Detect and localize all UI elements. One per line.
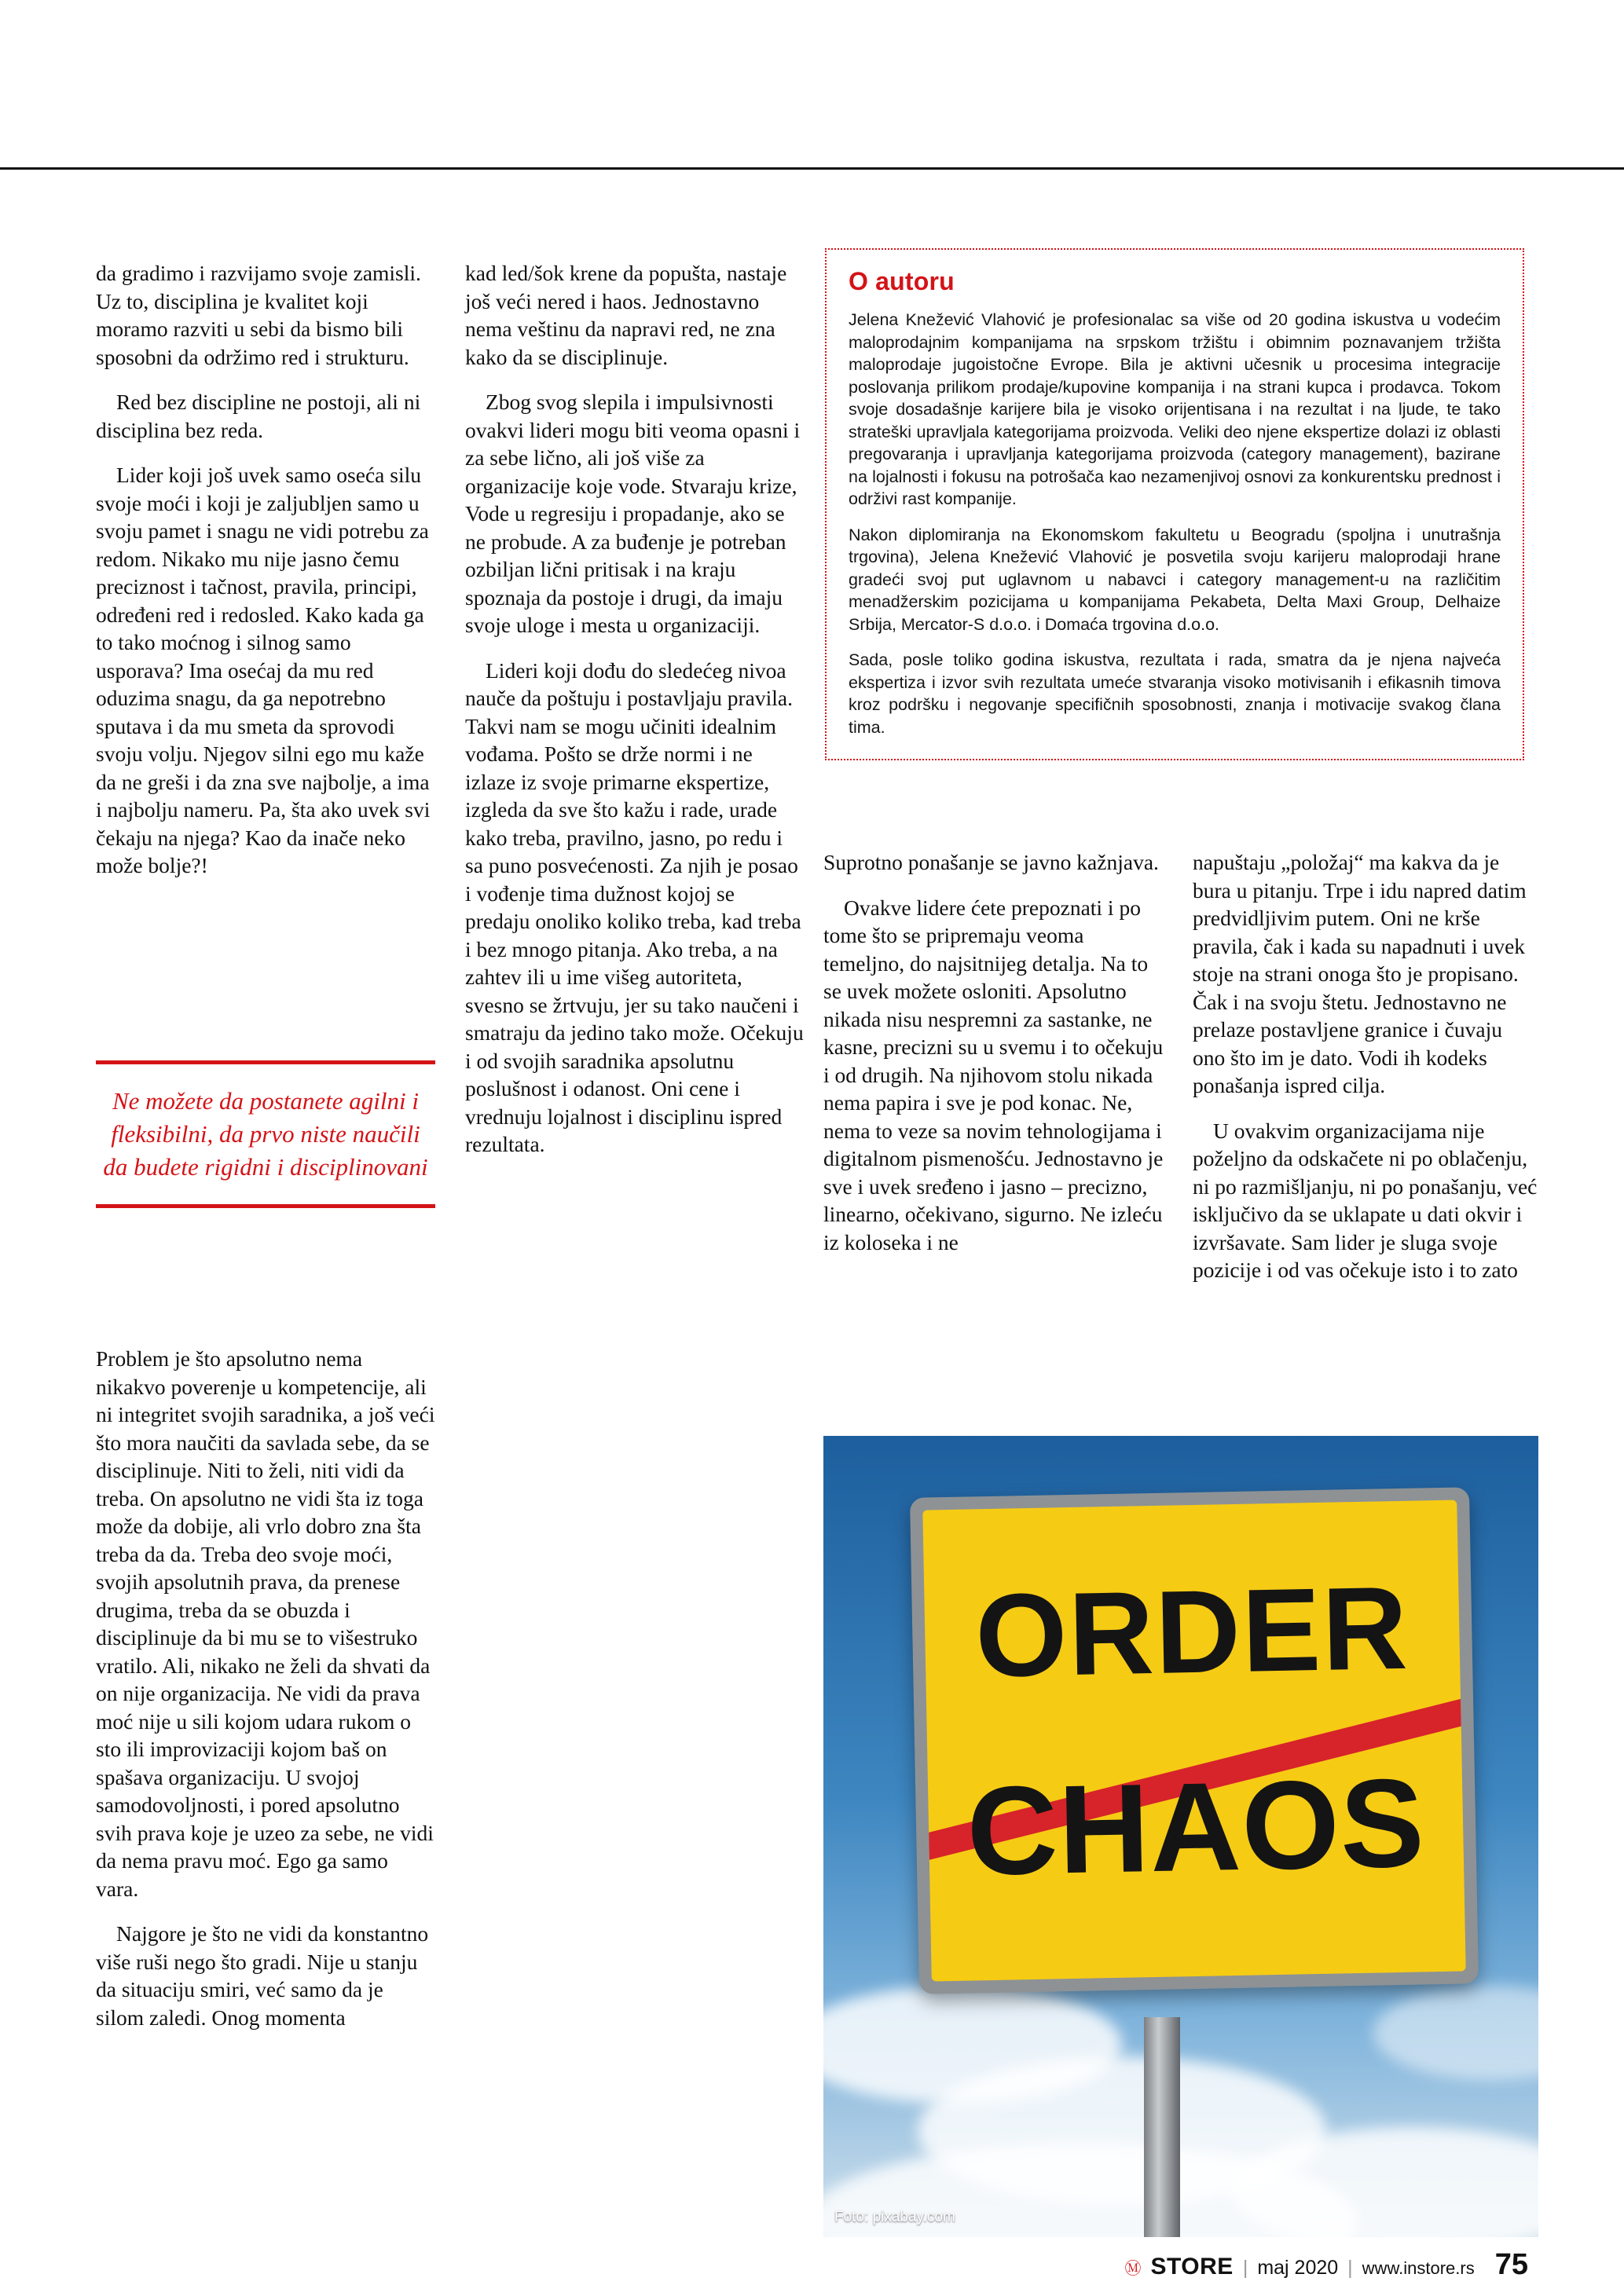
paragraph: U ovakvim organizacijama nije poželjno da odskačete ni po oblačenju, ni po razmišljanju, ni po ponašanju, već isključivo da se uklapate u dati okvir i izvršavate. Sam lider je sluga svoje pozicije i od vas očekuje isto i to zato — [1193, 1118, 1538, 1282]
paragraph: kad led/šok krene da popušta, nastaje još veći nered i haos. Jednostavno nema veštinu da napravi red, ne zna kako da se disciplinuje. — [465, 261, 787, 369]
footer-separator: | — [1242, 2257, 1248, 2279]
photo-credit: Foto: pixabay.com — [834, 2209, 955, 2225]
author-box-paragraph: Sada, posle toliko godina iskustva, rezultata i rada, smatra da je njena najveća ekspertiza i izvor svih rezultata umeće stvaranja visoko motivisanih i efikasnih timova kroz podršku i negovanje specifičnih sposobnosti, znanja i motivacije svakog člana tima. — [849, 650, 1501, 737]
paragraph: napuštaju „položaj“ ma kakva da je bura u pitanju. Trpe i idu napred datim predvidljivim putem. Oni ne krše pravila, čak i kada su napadnuti i uvek stoje na strani onoga što je propisano. Čak i na svoju štetu. Jednostavno ne prelaze postavljene granice i čuvaju ono što im je dato. Vodi ih kodeks ponašanja ispred cilja. — [1193, 850, 1527, 1097]
page-number: 75 — [1494, 2248, 1528, 2281]
author-box-heading: O autoru — [849, 267, 955, 295]
road-sign — [910, 1487, 1479, 1994]
paragraph: Red bez discipline ne postoji, ali ni disciplina bez reda. — [96, 390, 421, 442]
author-box-paragraph: Jelena Knežević Vlahović je profesionalac sa više od 20 godina iskustva u vodećim maloprodajnim kompanijama na srpskom tržištu i obimnim poznavanjem tržišta maloprodaje jugoistočne Evrope. Bila je aktivni učesnik u procesima integracije poslovanja prilikom prodaje/kupovine kompanija i na strani kupca i prodavca. Tokom svoje dosadašnje karijere bila je visoko orijentisana i na rezultat i na ljude, te tako strateški upravljala kategorijama proizvoda. Veliki deo njene ekspertize dolazi iz oblasti pregovaranja i upravljanja kategorijama proizvoda (category management), bazirane na lojalnosti i fokusu na potrošača kao nezamenjivoj osnovi za konkurentsku prednost i održivi rast kompanije. — [849, 310, 1501, 508]
paragraph: da gradimo i razvijamo svoje zamisli. Uz to, disciplina je kvalitet koji moramo razviti u sebi da bismo bili sposobni da održimo red i strukturu. — [96, 261, 421, 369]
body-column-1-continued — [96, 1345, 435, 2031]
sign-face — [922, 1500, 1465, 1982]
issue-date: maj 2020 — [1257, 2257, 1339, 2279]
page-footer — [0, 2248, 1624, 2284]
body-column-2 — [465, 259, 805, 1159]
website-url: www.instore.rs — [1362, 2258, 1475, 2278]
brand-name: STORE — [1150, 2254, 1234, 2280]
paragraph: Najgore je što ne vidi da konstantno više ruši nego što gradi. Nije u stanju da situaciju smiri, već samo da je silom zaledi. Onog momenta — [96, 1921, 429, 2030]
footer-separator: | — [1347, 2257, 1353, 2279]
author-box — [825, 248, 1524, 760]
paragraph: Lideri koji dođu do sledećeg nivoa nauče da poštuju i postavljaju pravila. Takvi nam se mogu učiniti idealnim vođama. Pošto se drže normi i ne izlaze iz svoje primarne ekspertize, izgleda da sve što kažu i rade, urade kako treba, pravilno, jasno, po redu i sa puno posvećenosti. Za njih je posao i vođenje tima dužnost kojoj se predaju onoliko koliko treba, kad treba i bez mnogo pitanja. Ako treba, a na zahtev ili u ime višeg autoriteta, svesno se žrtvuju, jer su tako naučeni i smatraju da jedino tako može. Očekuju i od svojih saradnika apsolutnu poslušnost i odanost. Oni cene i vrednuju lojalnost i disciplinu ispred rezultata. — [465, 657, 804, 1156]
pullquote-text: Ne možete da postanete agilni i fleksibilni, da prvo niste naučili da budete rigidni i disciplinovani — [103, 1087, 428, 1181]
sign-text-chaos: CHAOS — [966, 1752, 1427, 1902]
paragraph: Suprotno ponašanje se javno kažnjava. — [823, 850, 1159, 874]
pullquote-bottom-rule — [96, 1204, 435, 1208]
header-rule — [0, 167, 1624, 170]
paragraph: Ovakve lidere ćete prepoznati i po tome što se pripremaju veoma temeljno, do najsitnijeg detalja. Na to se uvek možete osloniti. Apsolutno nikada nisu nespremni za sastanke, ne kasne, precizni su u svemu i to očekuju i od drugih. Na njihovom stolu nikada nema papira i sve je pod konac. Ne, nema to veze sa novim tehnologijama i digitalnom pismenošću. Jednostavno je sve i uvek sređeno i jasno – precizno, linearno, očekivano, sigurno. Ne izleću iz koloseka i ne — [823, 895, 1164, 1254]
sign-text-order: ORDER — [973, 1561, 1410, 1702]
sign-post — [1144, 2017, 1180, 2237]
paragraph: Problem je što apsolutno nema nikakvo poverenje u kompetencije, ali ni integritet svojih saradnika, a još veći što mora naučiti da savlada sebe, da se disciplinuje. Niti to želi, niti vidi da treba. On apsolutno ne vidi šta iz toga može da dobije, ali vrlo dobro zna šta treba da da. Treba deo svoje moći, svojih apsolutnih prava, da prenese drugima, treba da se obuzda i disciplinuje da bi mu se to višestruko vratilo. Ali, nikako ne želi da shvati da on nije organizacija. Ne vidi da prava moć nije u sili kojom udara rukom o sto ili improvizaciji kojom baš on spašava organizaciju. U svojoj samodovoljnosti, i pored apsolutno svih prava koje je uzeo za sebe, ne vidi da nema pravu moć. Ego ga samo vara. — [96, 1346, 435, 1901]
pullquote-block — [96, 1060, 435, 1208]
author-box-paragraph: Nakon diplomiranja na Ekonomskom fakultetu u Beogradu (spoljna i unutrašnja trgovina), Jelena Knežević Vlahović je posvetila svoju karijeru maloprodaji hrane gradeći svoj put uglavnom u nabavci i category management-u na različitim menadžerskim pozicijama u kompanijama Pekabeta, Delta Maxi Group, Delhaize Srbija, Mercator-S d.o.o. i Domaća trgovina d.o.o. — [849, 525, 1501, 634]
paragraph: Zbog svog slepila i impulsivnosti ovakvi lideri mogu biti veoma opasni i za sebe lično, ali još više za organizacije koje vode. Stvaraju krize, Vode u regresiju i propadanje, ako se ne probude. A za buđenje je potreban ozbiljan lični pritisak i na kraju spoznaja da postoje i drugi, da imaju svoje uloge i mesta u organizaciji. — [465, 390, 801, 637]
article-photo — [823, 1436, 1538, 2237]
body-column-1 — [96, 259, 435, 880]
paragraph: Lider koji još uvek samo oseća silu svoje moći i koji je zaljubljen samo u svoju pamet i snagu ne vidi potrebu za redom. Nikako mu nije jasno čemu preciznost i tačnost, pravila, principi, određeni red i redosled. Kako kada ga to tako moćnog i silnog samo usporava? Ima osećaj da mu red oduzima snagu, da ga nepotrebno sputava i da mu smeta da sprovodi svoju volju. Njegov silni ego mu kaže da ne greši i da zna sve najbolje, a ima i najbolju nameru. Pa, šta ako uvek svi čekaju na njega? Kao da inače neko može bolje?! — [96, 463, 431, 877]
body-column-4 — [1193, 848, 1538, 1284]
body-column-3 — [823, 848, 1169, 1256]
brand-mark-icon: Ⓜ — [1124, 2260, 1142, 2278]
